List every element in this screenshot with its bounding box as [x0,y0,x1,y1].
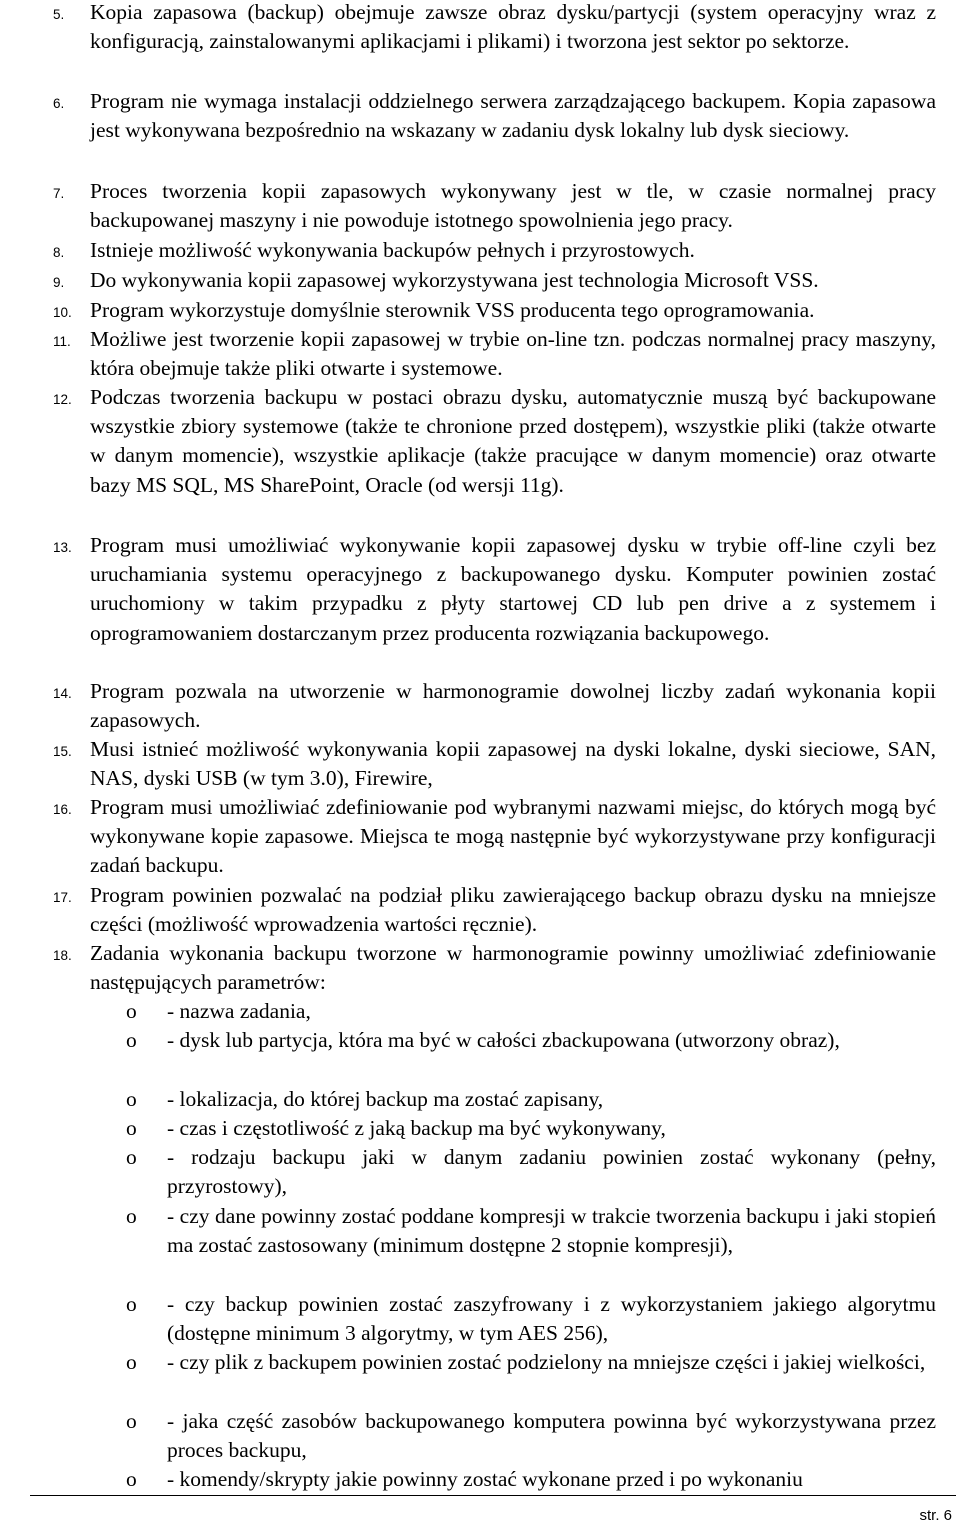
parameter-item [0,997,948,1026]
list-item [0,531,948,648]
parameter-item-text: - jaka część zasobów backupowanego komputera powinna być wykorzystywana przez proces backupu, [167,1409,936,1463]
list-item-number: 18. [53,948,72,963]
parameter-item [0,1114,948,1143]
bullet-marker: o [126,1204,137,1228]
list-item-text: Program powinien pozwalać na podział pliku zawierającego backup obrazu dysku na mniejsze części (możliwość wprowadzenia wartości ręcznie). [90,883,936,937]
parameter-item-text: - dysk lub partycja, która ma być w całości zbackupowana (utworzony obraz), [167,1028,840,1052]
list-item-number: 14. [53,686,72,701]
parameter-item [0,1407,948,1465]
bullet-marker: o [126,1350,137,1374]
parameter-item-text: - nazwa zadania, [167,999,311,1023]
list-item [0,296,948,325]
list-item-number: 15. [53,744,72,759]
list-item-number: 5. [53,7,65,22]
list-item-text: Możliwe jest tworzenie kopii zapasowej w trybie on-line tzn. podczas normalnej pracy maszyny, która obejmuje także pliki otwarte i systemowe. [90,327,936,381]
footer-rule [30,1495,956,1496]
list-item-number: 7. [53,186,65,201]
list-item-text: Program musi umożliwiać zdefiniowanie pod wybranymi nazwami miejsc, do których mogą być wykonywane kopie zapasowe. Miejsca te mogą następnie być wykorzystywane przy konfiguracji zadań backupu. [90,795,936,878]
list-item [0,177,948,235]
list-item-text: Program musi umożliwiać wykonywanie kopii zapasowej dysku w trybie off-line czyli bez uruchamiania systemu operacyjnego z backupowanego dysku. Komputer powinien zostać uruchomiony w takim przypadku z płyty startowej CD lub pen drive a z systemem i oprogramowaniem dostarczanym przez producenta rozwiązania backupowego. [90,533,936,645]
bullet-marker: o [126,1145,137,1169]
list-item-text: Kopia zapasowa (backup) obejmuje zawsze obraz dysku/partycji (system operacyjny wraz z konfiguracją, zainstalowanymi aplikacjami i plikami) i tworzona jest sektor po sektorze. [90,0,936,54]
list-item-number: 17. [53,890,72,905]
list-item [0,236,948,265]
parameter-item-text: - czas i częstotliwość z jaką backup ma być wykonywany, [167,1116,666,1140]
list-item-number: 10. [53,305,72,320]
list-item-number: 13. [53,540,72,555]
bullet-marker: o [126,1292,137,1316]
list-item [0,677,948,735]
parameter-item-text: - komendy/skrypty jakie powinny zostać wykonane przed i po wykonaniu [167,1467,803,1491]
list-item-number: 12. [53,392,72,407]
list-item-text: Program pozwala na utworzenie w harmonogramie dowolnej liczby zadań wykonania kopii zapasowych. [90,679,936,733]
list-item [0,735,948,793]
list-item-text: Zadania wykonania backupu tworzone w harmonogramie powinny umożliwiać zdefiniowanie następujących parametrów: [90,941,936,995]
parameter-item [0,1290,948,1348]
bullet-marker: o [126,1028,137,1052]
list-item-text: Do wykonywania kopii zapasowej wykorzystywana jest technologia Microsoft VSS. [90,268,819,292]
bullet-marker: o [126,999,137,1023]
parameter-item-text: - czy dane powinny zostać poddane kompresji w trakcie tworzenia backupu i jaki stopień ma zostać zastosowany (minimum dostępne 2 stopnie kompresji), [167,1204,936,1258]
parameter-item [0,1465,948,1494]
list-item-number: 9. [53,275,65,290]
list-item-number: 11. [53,334,71,349]
bullet-marker: o [126,1116,137,1140]
list-item-text: Proces tworzenia kopii zapasowych wykonywany jest w tle, w czasie normalnej pracy backupowanej maszyny i nie powoduje istotnego spowolnienia jego pracy. [90,179,936,233]
list-item [0,939,948,997]
list-item [0,87,948,145]
parameter-item [0,1202,948,1260]
parameter-item [0,1348,948,1377]
list-item-text: Musi istnieć możliwość wykonywania kopii zapasowej na dyski lokalne, dyski sieciowe, SAN, NAS, dyski USB (w tym 3.0), Firewire, [90,737,936,791]
list-item-text: Podczas tworzenia backupu w postaci obrazu dysku, automatycznie muszą być backupowane wszystkie zbiory systemowe (także te chronione przed dostępem), wszystkie pliki (także otwarte w danym momencie), wszystkie aplikacje (także pracujące w danym momencie) oraz otwarte bazy MS SQL, MS SharePoint, Oracle (od wersji 11g). [90,385,936,497]
list-item-text: Istnieje możliwość wykonywania backupów pełnych i przyrostowych. [90,238,695,262]
parameter-item-text: - czy plik z backupem powinien zostać podzielony na mniejsze części i jakiej wielkości, [167,1350,926,1374]
list-item [0,881,948,939]
list-item [0,0,948,56]
list-item-number: 6. [53,96,65,111]
list-item [0,325,948,383]
parameter-item [0,1143,948,1201]
parameter-item-text: - rodzaju backupu jaki w danym zadaniu powinien zostać wykonany (pełny, przyrostowy), [167,1145,936,1199]
list-item-number: 8. [53,245,65,260]
list-item-text: Program wykorzystuje domyślnie sterownik VSS producenta tego oprogramowania. [90,298,815,322]
bullet-marker: o [126,1087,137,1111]
list-item-number: 16. [53,802,72,817]
bullet-marker: o [126,1409,137,1433]
parameter-item-text: - czy backup powinien zostać zaszyfrowany i z wykorzystaniem jakiego algorytmu (dostępne minimum 3 algorytmy, w tym AES 256), [167,1292,936,1346]
list-item [0,266,948,295]
parameter-item [0,1026,948,1055]
bullet-marker: o [126,1467,137,1491]
parameter-item [0,1085,948,1114]
list-item-text: Program nie wymaga instalacji oddzielnego serwera zarządzającego backupem. Kopia zapasowa jest wykonywana bezpośrednio na wskazany w zadaniu dysk lokalny lub dysk sieciowy. [90,89,936,143]
list-item [0,793,948,881]
page-number: str. 6 [919,1507,952,1524]
parameter-item-text: - lokalizacja, do której backup ma zostać zapisany, [167,1087,604,1111]
list-item [0,383,948,500]
